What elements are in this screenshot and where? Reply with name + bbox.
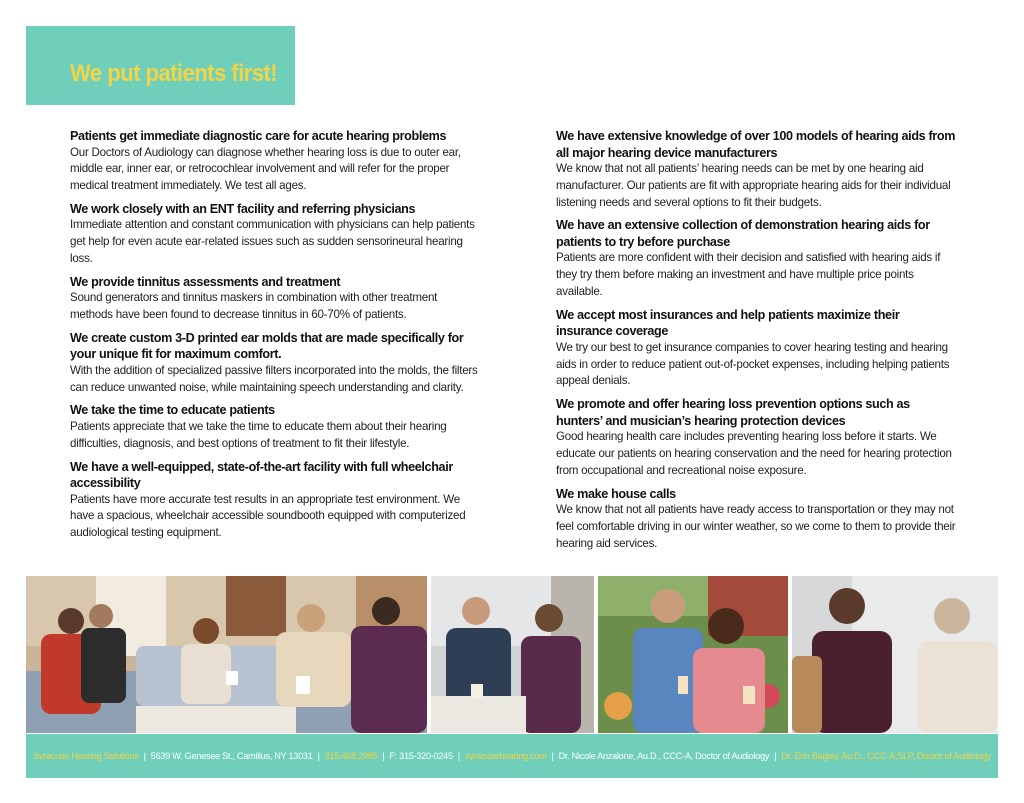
footer-separator: | [382,751,385,761]
right-column [556,128,956,558]
page-title: We put patients first! [70,60,278,87]
feature-heading: We accept most insurances and help patients maximize their insurance coverage [556,307,900,339]
footer-separator: | [457,751,460,761]
feature-heading: We have a well-equipped, state-of-the-art facility with full wheelchair accessibility [70,459,453,491]
footer-phone[interactable]: 315.468.2985 [324,751,378,761]
friends-talking-photo [792,576,998,733]
footer-address: 5639 W. Genesee St., Camillus, NY 13031 [150,751,313,761]
feature-body: Good hearing health care includes preventing hearing loss before it starts. We educate our patients on hearing conservation and the need for hearing protection from occupational and recreational noise exposure. [556,430,952,477]
feature-body: We try our best to get insurance companies to cover hearing testing and hearing aids in order to reduce patient out-of-pocket expenses, including helping patients appeal denials. [556,340,950,388]
feature-heading: We create custom 3-D printed ear molds that are made specifically for your unique fit for maximum comfort. [70,330,464,362]
feature-body: Patients appreciate that we take the time to educate them about their hearing difficulties, diagnosis, and best options of treatment to fit their lifestyle. [70,419,447,450]
feature-heading: We have an extensive collection of demonstration hearing aids for patients to try before purchase [556,218,930,249]
feature-item [556,217,956,300]
footer-doctor-1: Dr. Nicole Anzalone, Au.D., CCC-A, Doctor of Audiology [558,751,770,761]
footer-doctor-2: Dr. Erin Bagley, Au.D., CCC-A,SLP, Doctor of Audiology [781,751,991,761]
title-banner [26,26,295,105]
feature-heading: We take the time to educate patients [70,403,275,418]
left-column [70,128,480,548]
footer-website-link[interactable]: syracusehearing.com [464,751,547,761]
photo-strip [26,576,998,733]
feature-heading: Patients get immediate diagnostic care for acute hearing problems [70,129,447,143]
feature-item [70,459,480,542]
feature-body: Immediate attention and constant communication with physicians can help patients get help for even acute ear-related issues such as sudden sensorineural hearing loss. [70,218,475,265]
footer-separator: | [317,751,320,761]
feature-item [70,201,480,268]
group-coffee-photo [26,576,427,733]
feature-item [556,486,956,553]
feature-body: Sound generators and tinnitus maskers in combination with other treatment methods have been found to decrease tinnitus in 60-70% of patients. [70,291,438,322]
footer-separator: | [551,751,554,761]
feature-item [70,402,480,452]
feature-body: We know that not all patients’ hearing needs can be met by one hearing aid manufacturer. Our patients are fit with appropriate hearing aids for their individual listening needs and several options to fit their budgets. [556,162,951,209]
feature-heading: We provide tinnitus assessments and treatment [70,274,341,289]
feature-item [70,128,480,195]
feature-item [556,128,956,211]
feature-heading: We have extensive knowledge of over 100 models of hearing aids from all major hearing device manufacturers [556,129,956,160]
smiling-couple-outdoors-photo [598,576,788,733]
feature-body: With the addition of specialized passive filters incorporated into the molds, the filters can reduce unwanted noise, while maintaining speech understanding and clarity. [70,363,478,394]
feature-heading: We promote and offer hearing loss prevention options such as hunters’ and musician’s hearing protection devices [556,397,910,428]
couple-conversation-photo [431,576,594,733]
footer-fax: F: 315-320-0245 [389,751,453,761]
feature-body: Patients are more confident with their decision and satisfied with hearing aids if they try them before making an investment and have multiple price points available. [556,251,941,298]
footer-business-name: Syracuse Hearing Solutions [33,751,139,761]
feature-body: Patients have more accurate test results in an appropriate test environment. We have a spacious, wheelchair accessible soundbooth equipped with computerized audiological testing equipment. [70,492,466,540]
footer-separator: | [143,751,146,761]
feature-item [556,396,956,479]
feature-heading: We work closely with an ENT facility and referring physicians [70,201,416,216]
contact-footer [26,734,998,778]
feature-item [70,274,480,324]
footer-separator: | [774,751,777,761]
feature-heading: We make house calls [556,486,676,501]
feature-item [70,330,480,397]
feature-body: Our Doctors of Audiology can diagnose whether hearing loss is due to outer ear, middle ear, inner ear, or retrocochlear involvement and will refer for the proper medical treatment immediately. We test all ages. [70,145,461,193]
feature-item [556,307,956,390]
feature-body: We know that not all patients have ready access to transportation or they may not feel comfortable driving in our winter weather, so we come to them to provide their hearing aid services. [556,503,956,550]
